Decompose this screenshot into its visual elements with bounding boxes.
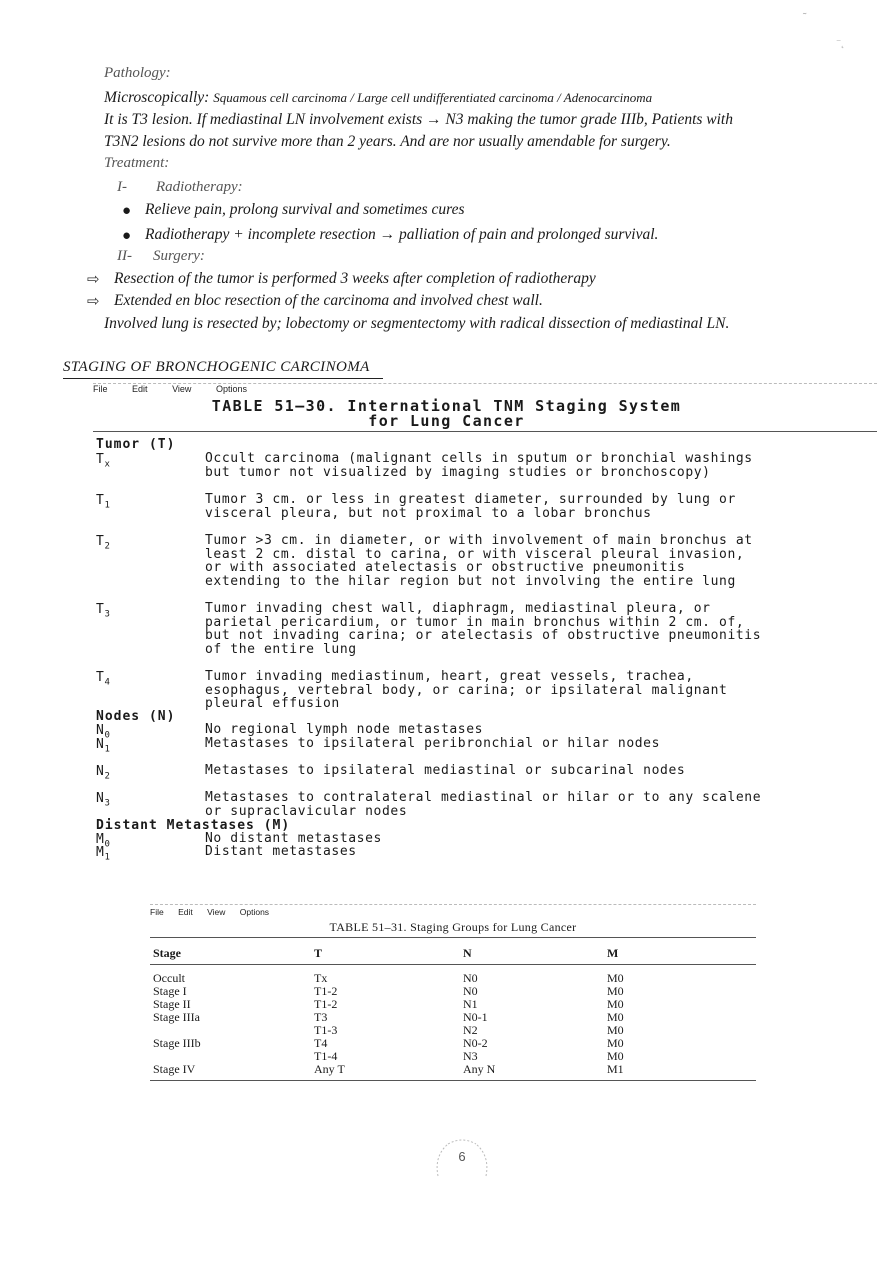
surgery-number: II- bbox=[117, 248, 132, 264]
treatment-label: Treatment: bbox=[104, 155, 170, 171]
table-cell-m: M1 bbox=[607, 1062, 624, 1076]
table-cell-t: T1-2 bbox=[314, 984, 338, 998]
menu-file[interactable]: File bbox=[150, 907, 164, 917]
table-cell-m: M0 bbox=[607, 984, 624, 998]
table-cell-stage: Stage IIIb bbox=[153, 1036, 201, 1050]
table-cell-stage: Stage I bbox=[153, 984, 187, 998]
table-cell-m: M0 bbox=[607, 971, 624, 985]
scan-mark: ˜ bbox=[803, 12, 807, 23]
bullet-icon: ● bbox=[122, 203, 132, 219]
menu-options[interactable]: Options bbox=[239, 907, 270, 917]
table-cell-t: Tx bbox=[314, 971, 328, 985]
table-cell-m: M0 bbox=[607, 997, 624, 1011]
table-cell-n: Any N bbox=[463, 1062, 496, 1076]
table-cell-t: T3 bbox=[314, 1010, 328, 1024]
column-header-t: T bbox=[314, 946, 323, 960]
microscopic-text: Squamous cell carcinoma / Large cell undifferentiated carcinoma / Adenocarcinoma bbox=[213, 90, 653, 105]
divider bbox=[150, 937, 756, 938]
table-cell-n: N0-2 bbox=[463, 1036, 488, 1050]
menu-edit[interactable]: Edit bbox=[132, 384, 148, 394]
scan-mark: ⁻˛ bbox=[836, 38, 845, 49]
divider bbox=[93, 431, 877, 432]
table-cell-stage: Occult bbox=[153, 971, 185, 985]
table-cell-stage: Stage II bbox=[153, 997, 191, 1011]
menu-view[interactable]: View bbox=[207, 907, 226, 917]
table-cell-n: N0 bbox=[463, 984, 478, 998]
table-cell-n: N0-1 bbox=[463, 1010, 488, 1024]
tnm-code: $N_2$ bbox=[96, 764, 111, 782]
arrow-right-icon: ⇨ bbox=[87, 271, 100, 288]
column-header-n: N bbox=[463, 946, 472, 960]
tnm-table-title: TABLE 51–30. International TNM Staging System bbox=[211, 397, 682, 415]
tnm-description: Metastases to ipsilateral peribronchial or hilar nodes bbox=[205, 736, 661, 751]
tnm-code: $T_x$ bbox=[96, 452, 111, 470]
tnm-code: $M_1$ bbox=[96, 845, 111, 863]
divider bbox=[93, 383, 877, 384]
tnm-code: $T_2$ bbox=[96, 534, 111, 552]
radiotherapy-bullet: Relieve pain, prolong survival and sometimes cures bbox=[145, 201, 465, 218]
pathology-label: Pathology: bbox=[104, 65, 171, 81]
menu-file[interactable]: File bbox=[93, 384, 108, 394]
tnm-code: $T_4$ bbox=[96, 670, 111, 688]
tnm-code: $T_1$ bbox=[96, 493, 111, 511]
tnm-description: No regional lymph node metastases bbox=[205, 722, 484, 737]
surgery-point: Extended en bloc resection of the carcinoma and involved chest wall. bbox=[114, 292, 543, 309]
tnm-description: Distant metastases bbox=[205, 844, 357, 859]
tnm-description: Tumor invading chest wall, diaphragm, mediastinal pleura, or parietal pericardium, or tumor in main bronchus within 2 cm. of, but not invading carina; or atelectasis of obstructive pneumonitis of the entire lung bbox=[205, 601, 762, 657]
staging-heading-underline bbox=[63, 378, 383, 379]
divider bbox=[150, 964, 756, 965]
tnm-description: Tumor invading mediastinum, heart, great vessels, trachea, esophagus, vertebral body, or carina; or ipsilateral malignant pleural effusion bbox=[205, 669, 728, 712]
surgery-point: Resection of the tumor is performed 3 weeks after completion of radiotherapy bbox=[114, 270, 596, 287]
tnm-table-subtitle: for Lung Cancer bbox=[368, 412, 525, 430]
groups-table-title: TABLE 51–31. Staging Groups for Lung Cancer bbox=[329, 920, 577, 934]
tnm-description: Tumor 3 cm. or less in greatest diameter, surrounded by lung or visceral pleura, but not proximal to a lobar bronchus bbox=[205, 492, 736, 521]
table-cell-m: M0 bbox=[607, 1036, 624, 1050]
pathology-line-3: It is T3 lesion. If mediastinal LN involvement exists → N3 making the tumor grade IIIb, Patients with bbox=[104, 111, 733, 128]
bullet-icon: ● bbox=[122, 228, 132, 244]
tnm-code: $N_3$ bbox=[96, 791, 111, 809]
column-header-stage: Stage bbox=[153, 946, 181, 960]
table-cell-m: M0 bbox=[607, 1010, 624, 1024]
tnm-description: Metastases to contralateral mediastinal or hilar or to any scalene or supraclavicular nodes bbox=[205, 790, 762, 819]
table-cell-t: T1-3 bbox=[314, 1023, 338, 1037]
microscopic-line bbox=[104, 89, 652, 107]
table-cell-t: T1-4 bbox=[314, 1049, 338, 1063]
table-cell-t: T4 bbox=[314, 1036, 328, 1050]
table-cell-stage: Stage IV bbox=[153, 1062, 196, 1076]
divider bbox=[150, 904, 756, 905]
radiotherapy-number: I- bbox=[117, 179, 127, 195]
resection-line: Involved lung is resected by; lobectomy or segmentectomy with radical dissection of mediastinal LN. bbox=[104, 315, 730, 332]
menu-view[interactable]: View bbox=[172, 384, 192, 394]
table-cell-n: N3 bbox=[463, 1049, 478, 1063]
tumor-heading: Tumor (T) bbox=[96, 437, 176, 452]
page-number: 6 bbox=[458, 1149, 466, 1164]
table-cell-m: M0 bbox=[607, 1023, 624, 1037]
tnm-description: Metastases to ipsilateral mediastinal or subcarinal nodes bbox=[205, 763, 686, 778]
pathology-line-4: T3N2 lesions do not survive more than 2 years. And are nor usually amendable for surgery. bbox=[104, 133, 671, 150]
groups-menu-bar bbox=[150, 907, 281, 917]
tnm-code: $T_3$ bbox=[96, 602, 111, 620]
tnm-code: $M_0$ bbox=[96, 832, 111, 850]
tnm-description: Occult carcinoma (malignant cells in sputum or bronchial washings but tumor not visualized by imaging studies or bronchoscopy) bbox=[205, 451, 753, 480]
menu-options[interactable]: Options bbox=[215, 384, 247, 394]
table-cell-t: T1-2 bbox=[314, 997, 338, 1011]
nodes-heading: Nodes (N) bbox=[96, 709, 176, 724]
microscopic-label: Microscopically: bbox=[104, 89, 210, 106]
radiotherapy-label: Radiotherapy: bbox=[156, 179, 243, 195]
divider bbox=[150, 1080, 756, 1081]
surgery-label: Surgery: bbox=[153, 248, 205, 264]
arrow-right-icon: ⇨ bbox=[87, 293, 100, 310]
column-header-m: M bbox=[607, 946, 619, 960]
tnm-description: Tumor >3 cm. in diameter, or with involvement of main bronchus at least 2 cm. distal to carina, or with visceral pleural invasion, or with associated atelectasis or obstructive pneumonitis extending to the hilar region but not involving the entire lung bbox=[205, 533, 753, 589]
tnm-code: $N_1$ bbox=[96, 737, 111, 755]
table-cell-m: M0 bbox=[607, 1049, 624, 1063]
table-cell-n: N2 bbox=[463, 1023, 478, 1037]
menu-edit[interactable]: Edit bbox=[178, 907, 193, 917]
table-cell-stage: Stage IIIa bbox=[153, 1010, 200, 1024]
table-cell-n: N0 bbox=[463, 971, 478, 985]
tnm-description: No distant metastases bbox=[205, 831, 382, 846]
radiotherapy-bullet: Radiotherapy + incomplete resection → palliation of pain and prolonged survival. bbox=[145, 226, 659, 243]
metastases-heading: Distant Metastases (M) bbox=[96, 818, 291, 833]
tnm-code: $N_0$ bbox=[96, 723, 111, 741]
tnm-menu-bar bbox=[93, 384, 269, 394]
table-cell-n: N1 bbox=[463, 997, 478, 1011]
staging-heading: STAGING OF BRONCHOGENIC CARCINOMA bbox=[63, 359, 370, 375]
table-cell-t: Any T bbox=[314, 1062, 345, 1076]
